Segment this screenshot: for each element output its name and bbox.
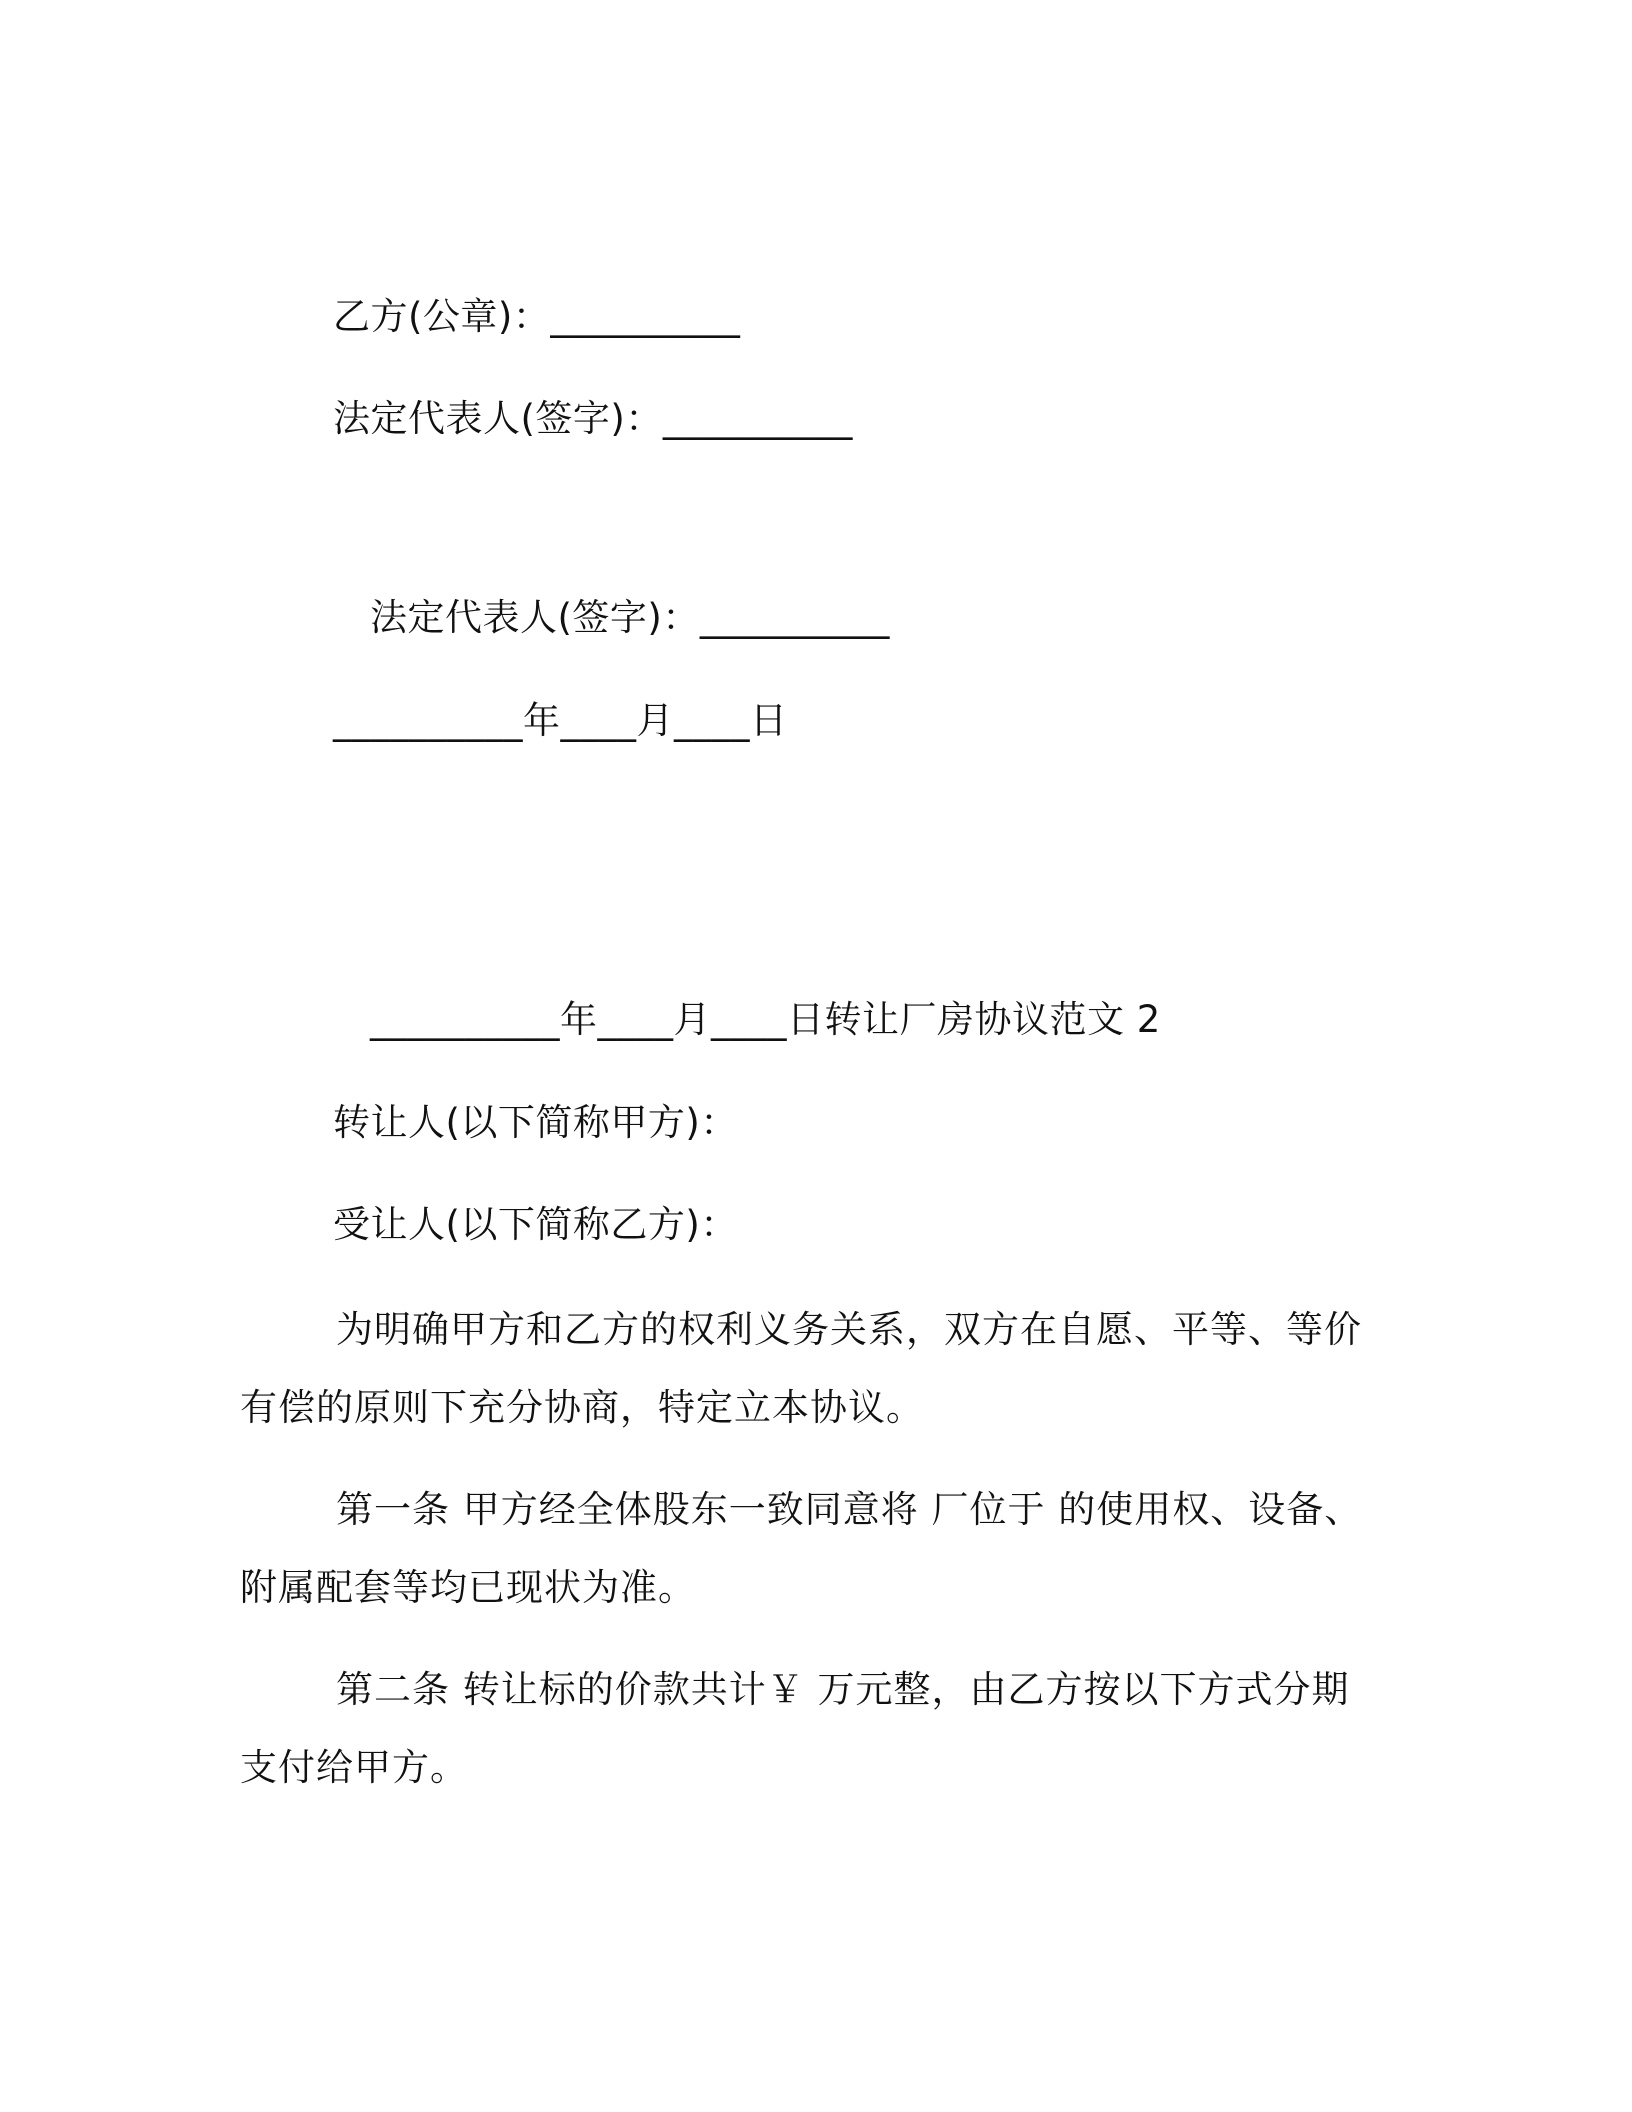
article-1-paragraph: 第一条 甲方经全体股东一致同意将 厂位于 的使用权、设备、附属配套等均已现状为准。: [240, 1488, 1363, 1609]
article-2-paragraph: 第二条 转让标的价款共计￥ 万元整，由乙方按以下方式分期支付给甲方。: [240, 1668, 1350, 1789]
agreement-title: __________年____月____日转让厂房协议范文 2: [370, 998, 1161, 1041]
signature-date-line: __________年____月____日: [333, 699, 788, 742]
party-b-seal-line: 乙方(公章)：__________: [333, 295, 741, 338]
transferor-line: 转让人(以下简称甲方)：: [333, 1101, 738, 1144]
legal-rep-signature-line: 法定代表人(签字)：__________: [333, 397, 853, 440]
transferee-line: 受让人(以下简称乙方)：: [333, 1203, 738, 1246]
legal-rep-signature-line-2: 法定代表人(签字)：__________: [370, 596, 890, 639]
preamble-paragraph: 为明确甲方和乙方的权利义务关系，双方在自愿、平等、等价有偿的原则下充分协商，特定立本协议。: [240, 1308, 1362, 1429]
